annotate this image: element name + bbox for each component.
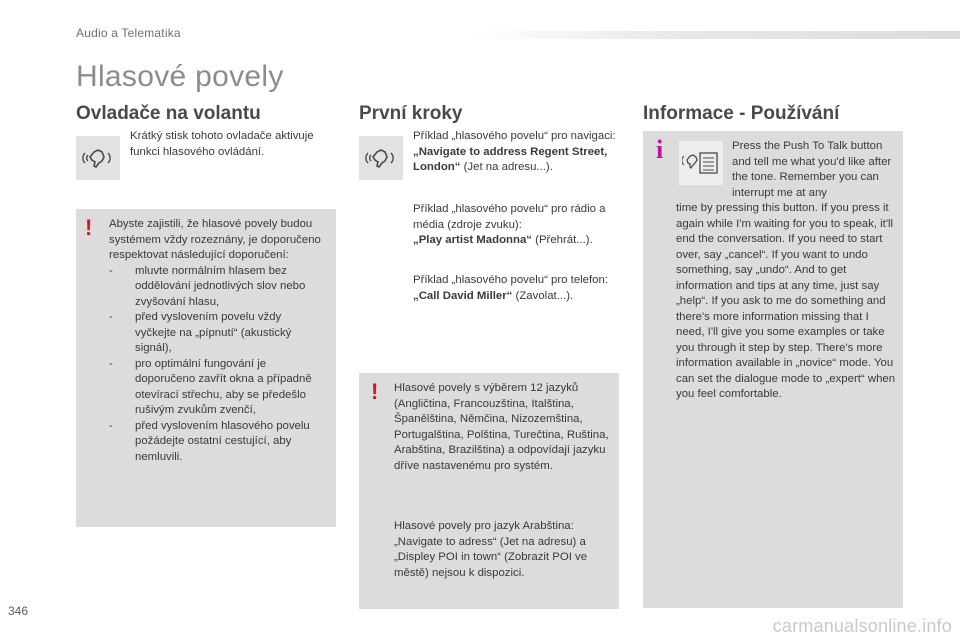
advice-item: - pro optimální fungování je doporučeno zavřít okna a případně otevírací střechu, aby se předešlo rušivým zvukům zvenčí, — [109, 357, 312, 416]
language-note-box — [359, 373, 619, 609]
steering-control-description: Krátký stisk tohoto ovladače aktivuje funkci hlasového ovládání. — [130, 130, 314, 158]
section-label: Audio a Telematika — [76, 26, 181, 40]
phone-example — [413, 273, 618, 304]
page-title: Hlasové povely — [76, 60, 284, 93]
header-rule — [470, 31, 960, 39]
example-command: „Play artist Madonna“ (Přehrát...). — [413, 234, 593, 246]
languages-note: Hlasové povely s výběrem 12 jazyků (Angličtina, Francouzština, Italština, Španělština, Němčina, Nizozemština, Portugalština, Polština, Turečtina, Ruština, Arabština, Brazilština) a odpovídají jazyku dříve nastavenému pro systém. — [394, 382, 609, 472]
advice-text — [109, 217, 325, 465]
info-box — [643, 131, 903, 608]
advice-list — [109, 264, 325, 466]
info-text-top: Press the Push To Talk button and tell me what you'd like after the tone. Remember you can interrupt me at any — [732, 140, 892, 199]
info-icon: i — [656, 135, 664, 164]
voice-control-icon — [359, 136, 403, 180]
advice-warning-box — [76, 209, 336, 527]
example-intro: Příklad „hlasového povelu“ pro navigaci: — [413, 130, 616, 142]
advice-item: - před vyslovením povelu vždy vyčkejte na „pípnutí“ (akustický signál), — [109, 311, 292, 354]
advice-item: - mluvte normálním hlasem bez oddělování jednotlivých slov nebo zvyšování hlasu, — [109, 264, 306, 308]
example-intro: Příklad „hlasového povelu“ pro telefon: — [413, 274, 609, 286]
warning-icon: ! — [371, 379, 379, 404]
media-example — [413, 202, 618, 249]
page-number: 346 — [8, 604, 29, 618]
advice-item: - před vyslovením hlasového povelu požádejte ostatní cestující, aby nemluvili. — [109, 419, 310, 463]
push-to-talk-icon — [679, 141, 723, 185]
info-text-body: time by pressing this button. If you press it again while I'm waiting for you to speak, it'll end the conversation. If you need to start over, say „cancel“. If you want to undo something, say „undo“. And to get information and tips at any time, just say „help“. If you ask to me do something and there's more information missing that I need, I'll give you some examples or take you through it step by step. There's more information available in „novice“ mode. You can set the dialogue mode to „expert“ when you feel comfortable. — [676, 202, 896, 400]
example-command: „Navigate to address Regent Street, London“ (Jet na adresu...). — [413, 145, 608, 173]
advice-lead: Abyste zajistili, že hlasové povely budou systémem vždy rozeznány, je doporučeno respektovat následující doporučení: — [109, 218, 321, 261]
first-steps-heading: První kroky — [359, 103, 463, 124]
steering-controls-heading: Ovladače na volantu — [76, 103, 261, 124]
info-usage-heading: Informace - Používání — [643, 103, 840, 124]
example-command: „Call David Miller“ (Zavolat...). — [413, 289, 574, 302]
example-intro: Příklad „hlasového povelu“ pro rádio a média (zdroje zvuku): — [413, 203, 606, 231]
arabic-note: Hlasové povely pro jazyk Arabština: „Navigate to adress“ (Jet na adresu) a „Displey POI in town“ (Zobrazit POI ve městě) nejsou k dispozici. — [394, 520, 588, 579]
watermark: carmanualsonline.info — [772, 616, 952, 636]
voice-control-icon — [76, 136, 120, 180]
warning-icon: ! — [85, 215, 93, 240]
navigation-example — [413, 129, 618, 176]
